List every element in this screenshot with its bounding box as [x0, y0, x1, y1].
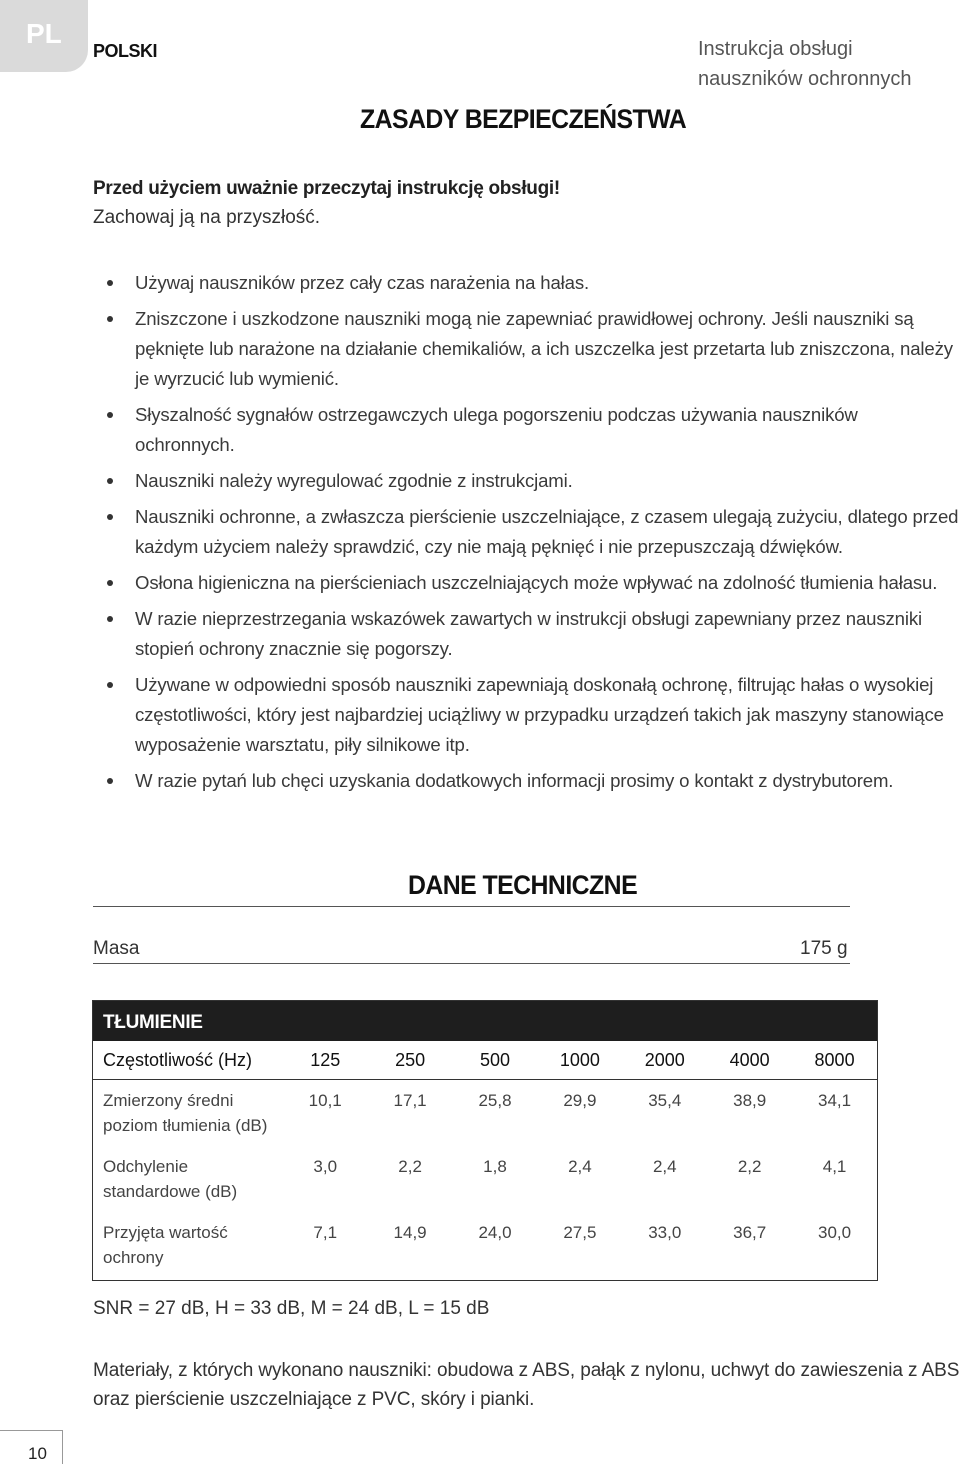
table-cell: 2,2	[398, 1157, 422, 1176]
materials-text: Materiały, z których wykonano nauszniki: obudowa z ABS, pałąk z nylonu, uchwyt do zawieszenia z ABS oraz pierścienie uszczelniające z PVC, skóry i pianki.	[93, 1360, 960, 1410]
safety-bullet	[93, 604, 960, 664]
warning-bold: Przed użyciem uważnie przeczytaj instrukcję obsługi!	[93, 178, 560, 199]
table-row	[93, 1080, 877, 1148]
bullet-icon	[107, 616, 113, 622]
table-cell: 36,7	[733, 1223, 767, 1242]
document-title: Instrukcja obsługi nauszników ochronnych	[698, 38, 912, 90]
table-cell: 34,1	[818, 1091, 852, 1110]
safety-bullet	[93, 766, 960, 796]
frequency-cell: 8000	[814, 1049, 855, 1070]
bullet-icon	[107, 682, 113, 688]
bullet-icon	[107, 280, 113, 286]
snr-line: SNR = 27 dB, H = 33 dB, M = 24 dB, L = 15 dB	[93, 1298, 490, 1319]
language-tab	[0, 0, 88, 72]
frequency-cell: 1000	[559, 1049, 600, 1070]
page-corner-rule	[0, 1430, 62, 1431]
heading-rule	[93, 906, 850, 907]
bullet-text: Używaj nauszników przez cały czas narażenia na hałas.	[135, 272, 590, 293]
table-cell: 2,4	[652, 1157, 677, 1176]
table-cell: 38,9	[733, 1091, 767, 1110]
bullet-icon	[107, 316, 113, 322]
table-cell: 25,8	[478, 1091, 512, 1110]
bullet-text: Słyszalność sygnałów ostrzegawczych ulega pogorszeniu podczas używania nauszników ochronnych.	[135, 404, 858, 455]
language-name: POLSKI	[93, 41, 158, 61]
bullet-text: Zniszczone i uszkodzone nauszniki mogą nie zapewniać prawidłowej ochrony. Jeśli nauszniki są pęknięte lub narażone na działanie chemikaliów, a ich uszczelka jest przetarta lub zniszczona, należy je wyrzucić lub wymienić.	[135, 308, 953, 389]
page-corner-rule-vertical	[62, 1430, 63, 1464]
language-code: PL	[26, 18, 62, 49]
mass-label: Masa	[93, 938, 140, 959]
table-cell: 29,9	[563, 1091, 597, 1110]
bullet-icon	[107, 580, 113, 586]
tech-heading: DANE TECHNICZNE	[408, 870, 638, 900]
safety-bullet	[93, 670, 960, 760]
frequency-cell: 500	[479, 1049, 511, 1070]
table-cell: 10,1	[308, 1091, 342, 1110]
bullet-icon	[107, 478, 113, 484]
safety-bullet	[93, 466, 960, 496]
frequency-label: Częstotliwość (Hz)	[103, 1049, 253, 1070]
bullet-icon	[107, 778, 113, 784]
page-number: 10	[28, 1444, 47, 1463]
bullet-icon	[107, 514, 113, 520]
table-cell: 2,4	[568, 1157, 592, 1176]
bullet-text: Nauszniki ochronne, a zwłaszcza pierścienie uszczelniające, z czasem ulegają zużyciu, dlatego przed każdym użyciem należy sprawdzić, czy nie mają pęknięć i nie przepuszczają dźwięków.	[135, 506, 959, 557]
table-cell: 33,0	[648, 1223, 682, 1242]
safety-bullet	[93, 304, 960, 394]
frequency-cell: 250	[395, 1049, 426, 1070]
table-cell: 4,1	[822, 1157, 847, 1176]
frequency-cell: 2000	[644, 1049, 685, 1070]
bullet-text: Nauszniki należy wyregulować zgodnie z instrukcjami.	[135, 470, 573, 491]
table-cell: 17,1	[393, 1091, 427, 1110]
table-cell: 14,9	[393, 1223, 427, 1242]
safety-bullet	[93, 268, 960, 298]
bullet-text: W razie pytań lub chęci uzyskania dodatkowych informacji prosimy o kontakt z dystrybutorem.	[135, 770, 894, 791]
mass-value: 175 g	[800, 938, 848, 959]
safety-bullet-list	[93, 268, 960, 802]
table-row	[93, 1214, 877, 1280]
frequency-row	[93, 1041, 877, 1079]
warning-normal: Zachowaj ją na przyszłość.	[93, 207, 321, 228]
safety-bullet	[93, 502, 960, 562]
frequency-cell: 125	[310, 1049, 341, 1070]
table-cell: 3,0	[313, 1157, 338, 1176]
mass-rule	[93, 963, 850, 964]
bullet-icon	[107, 412, 113, 418]
row-label: Przyjęta wartość ochrony	[103, 1223, 228, 1267]
attenuation-header: TŁUMIENIE	[93, 1001, 877, 1041]
safety-bullet	[93, 568, 960, 598]
safety-bullet	[93, 400, 960, 460]
safety-heading: ZASADY BEZPIECZEŃSTWA	[360, 104, 687, 134]
row-label: Zmierzony średni poziom tłumienia (dB)	[103, 1091, 268, 1135]
table-cell: 35,4	[648, 1091, 682, 1110]
table-cell: 1,8	[483, 1157, 507, 1176]
frequency-cell: 4000	[729, 1049, 770, 1070]
table-cell: 24,0	[478, 1223, 512, 1242]
attenuation-table	[92, 1000, 878, 1281]
bullet-text: Używane w odpowiedni sposób nauszniki zapewniają doskonałą ochronę, filtrując hałas o wysokiej częstotliwości, który jest najbardziej uciążliwy w przypadku urządzeń takich jak maszyny stanowiące wyposażenie warsztatu, piły silnikowe itp.	[135, 674, 944, 755]
table-cell: 2,2	[737, 1157, 762, 1176]
table-cell: 7,1	[313, 1223, 338, 1242]
table-row	[93, 1148, 877, 1214]
bullet-text: Osłona higieniczna na pierścieniach uszczelniających może wpływać na zdolność tłumienia hałasu.	[135, 572, 938, 593]
table-cell: 30,0	[818, 1223, 852, 1242]
row-label: Odchylenie standardowe (dB)	[103, 1157, 238, 1201]
bullet-text: W razie nieprzestrzegania wskazówek zawartych w instrukcji obsługi zapewniany przez nauszniki stopień ochrony znacznie się pogorszy.	[135, 608, 922, 659]
table-cell: 27,5	[563, 1223, 597, 1242]
